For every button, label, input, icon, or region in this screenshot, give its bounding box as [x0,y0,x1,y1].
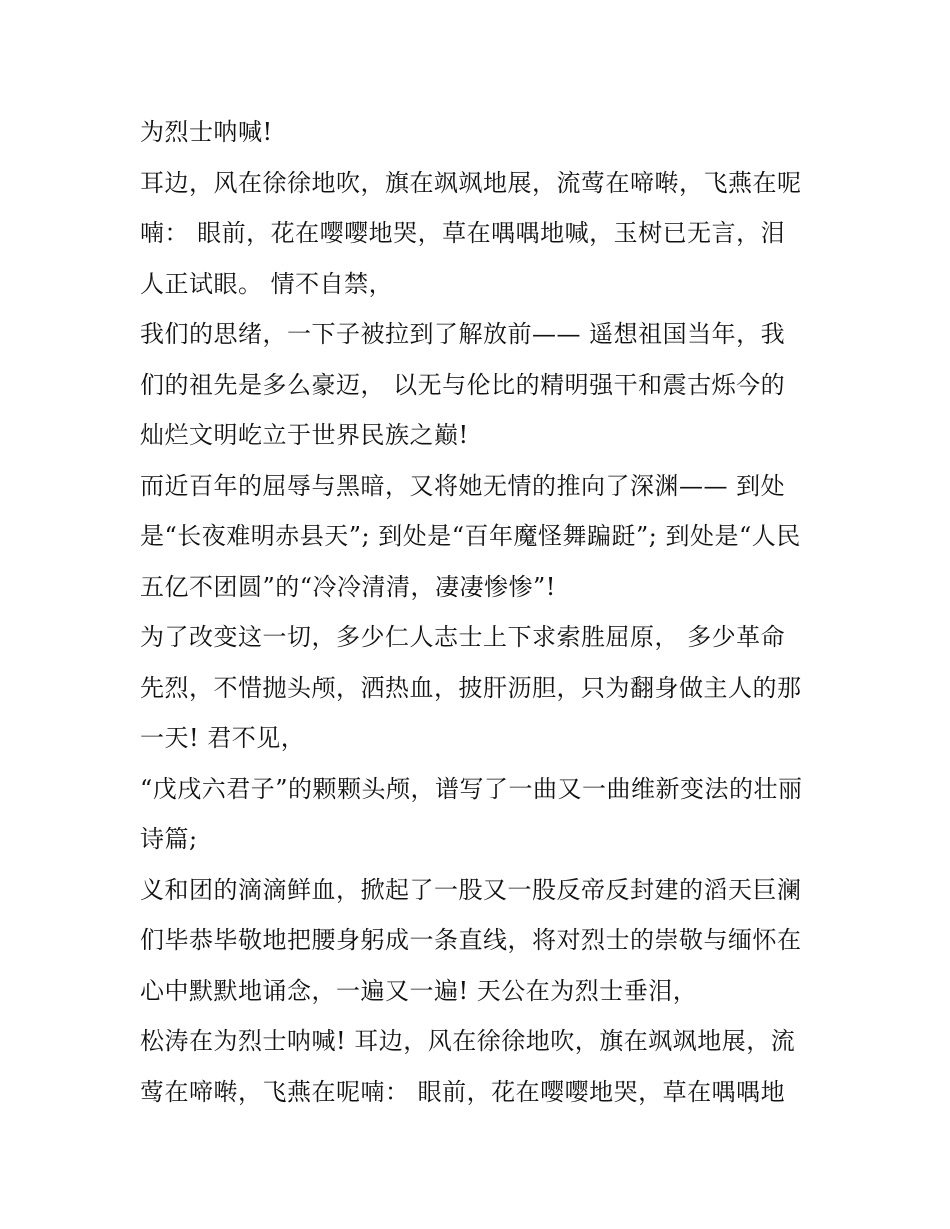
text-line: 喃： 眼前，花在嘤嘤地哭，草在喁喁地喊，玉树已无言，泪 [140,219,786,247]
text-line: 灿烂文明屹立于世界民族之巅! [140,421,469,449]
text-line: 为烈士呐喊! [140,118,273,146]
text-line: 是“长夜难明赤县天”; 到处是“百年魔怪舞蹁跹”; 到处是“人民 [140,522,801,550]
text-line: 人正试眼。 情不自禁， [140,269,394,298]
body-text [140,107,820,1117]
text-line: “戊戌六君子”的颗颗头颅，谱写了一曲又一曲维新变法的壮丽 [140,774,803,803]
text-line: 们的祖先是多么豪迈， 以无与伦比的精明强干和震古烁今的 [140,370,786,399]
text-line: 耳边，风在徐徐地吹，旗在飒飒地展，流莺在啼啭，飞燕在呢 [140,168,802,197]
text-line: 们毕恭毕敬地把腰身躬成一条直线，将对烈士的崇敬与缅怀在 [140,926,802,954]
text-line: 五亿不团圆”的“冷冷清清，凄凄惨惨”! [140,572,556,601]
text-line: 我们的思绪，一下子被拉到了解放前—— 遥想祖国当年，我 [140,320,786,348]
text-line: 而近百年的屈辱与黑暗，又将她无情的推向了深渊—— 到处 [140,471,786,500]
text-line: 莺在啼啭，飞燕在呢喃： 眼前，花在嘤嘤地哭，草在喁喁地 [140,1077,786,1106]
text-line: 诗篇; [140,825,198,853]
text-line: 一天! 君不见， [140,724,306,752]
text-line: 为了改变这一切，多少仁人志士上下求索胜屈原， 多少革命 [140,623,786,651]
text-line: 心中默默地诵念，一遍又一遍! 天公在为烈士垂泪， [140,976,698,1005]
text-line: 义和团的滴滴鲜血，掀起了一股又一股反帝反封建的滔天巨澜 [140,875,802,904]
text-line: 松涛在为烈士呐喊! 耳边，风在徐徐地吹，旗在飒飒地展，流 [140,1027,796,1055]
text-line: 先烈，不惜抛头颅，洒热血，披肝沥胆，只为翻身做主人的那 [140,673,802,702]
